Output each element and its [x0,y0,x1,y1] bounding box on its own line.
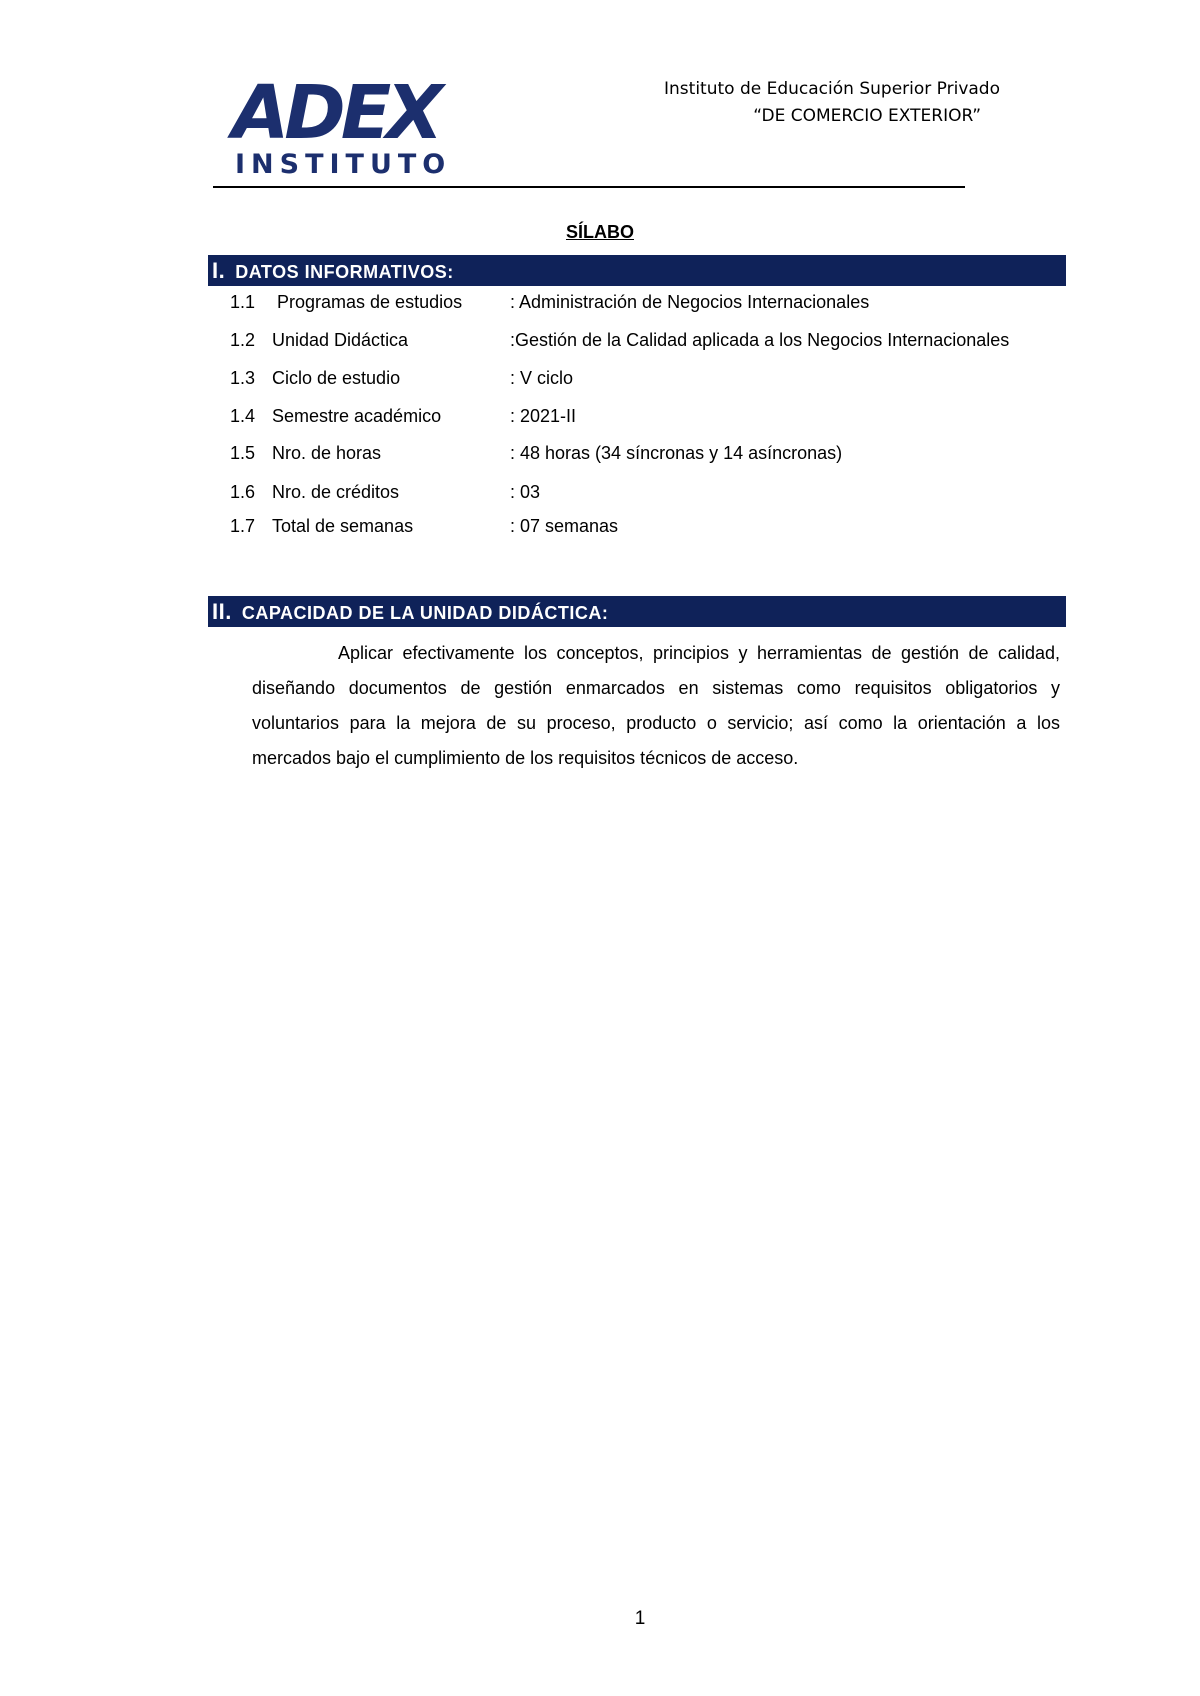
info-label: Ciclo de estudio [272,368,401,388]
section-number: I. [212,258,226,283]
info-number: 1.3 [230,368,256,388]
section-number: II. [212,599,232,624]
document-title: SÍLABO [565,222,634,242]
section-title: DATOS INFORMATIVOS: [235,262,454,282]
institution-subname: “DE COMERCIO EXTERIOR” [753,106,981,126]
info-value: : V ciclo [510,368,574,388]
info-label: Nro. de horas [272,443,382,463]
section-header-capacidad [208,596,1066,627]
info-value: :Gestión de la Calidad aplicada a los Negocios Internacionales [510,330,1010,350]
info-value: : 03 [510,482,541,502]
info-number: 1.7 [230,516,256,536]
info-number: 1.2 [230,330,256,350]
capacity-paragraph: Aplicar efectivamente los conceptos, principios y herramientas de gestión de calidad, diseñando documentos de gestión enmarcados en sistemas como requisitos obligatorios y voluntarios para la mejora de su proceso, producto o servicio; así como la orientación a los mercados bajo el cumplimiento de los requisitos técnicos de acceso. [252,643,1060,768]
institution-header [580,76,1000,130]
info-number: 1.5 [230,443,256,463]
info-label: Semestre académico [272,406,442,426]
logo-wordmark: ADEX [232,70,439,156]
info-value: : 2021-II [510,406,577,426]
header-divider [213,186,965,188]
section-header-datos [208,255,1066,286]
info-label: Nro. de créditos [272,482,400,502]
adex-logo [232,70,452,180]
info-value: : 07 semanas [510,516,619,536]
logo-subtitle: INSTITUTO [235,149,452,180]
info-number: 1.6 [230,482,256,502]
page-number: 1 [634,1608,646,1629]
section-title: CAPACIDAD DE LA UNIDAD DIDÁCTICA: [241,603,609,623]
institution-name: Instituto de Educación Superior Privado [664,79,1000,99]
info-label: Programas de estudios [272,292,463,312]
info-number: 1.4 [230,406,256,426]
info-number: 1.1 [230,292,256,312]
info-label: Total de semanas [272,516,414,536]
info-label: Unidad Didáctica [272,330,409,350]
info-value: : Administración de Negocios Internacionales [510,292,870,312]
info-value: : 48 horas (34 síncronas y 14 asíncronas) [510,443,843,463]
